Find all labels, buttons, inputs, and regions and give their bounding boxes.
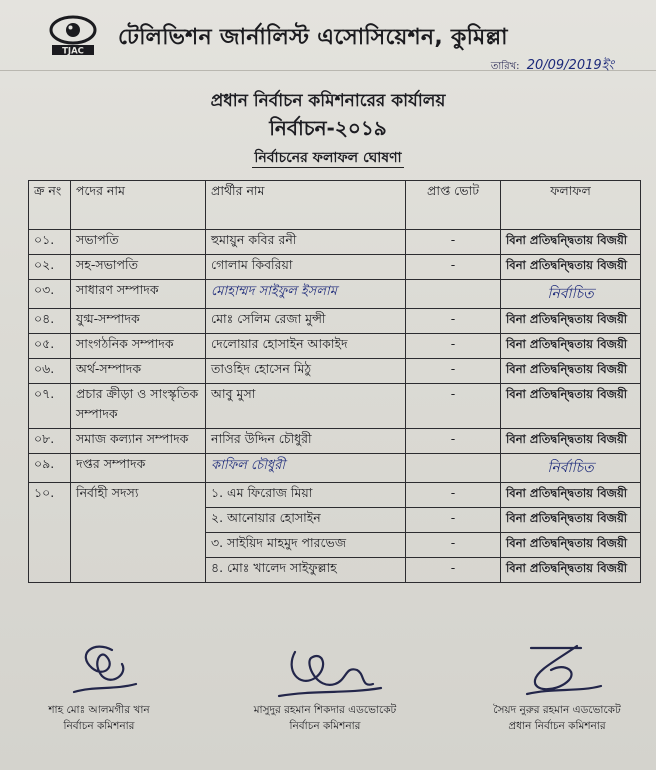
row-votes: - [406, 255, 501, 280]
results-table [28, 180, 641, 583]
signatory-name: শাহ মোঃ আলমগীর খান [48, 704, 150, 716]
table-row [29, 255, 641, 280]
member-result: বিনা প্রতিদ্বন্দ্বিতায় বিজয়ী [501, 483, 641, 508]
row-candidate: তাওহিদ হোসেন মিঠু [206, 359, 406, 384]
organization-name: টেলিভিশন জার্নালিস্ট এসোসিয়েশন, কুমিল্লা [118, 25, 508, 50]
signatory-title: নির্বাচন কমিশনার [289, 720, 361, 733]
row-result-handwritten: নির্বাচিত [501, 454, 641, 483]
row-post: সমাজ কল্যান সম্পাদক [71, 429, 206, 454]
table-row [29, 454, 641, 483]
result-announcement-title [0, 146, 656, 170]
row-result-handwritten: নির্বাচিত [501, 280, 641, 309]
row-result: বিনা প্রতিদ্বন্দ্বিতায় বিজয়ী [501, 255, 641, 280]
header-serial: ক্র নং [29, 181, 71, 230]
signature-block-3 [464, 640, 650, 735]
row-votes: - [406, 384, 501, 429]
result-announcement-text: নির্বাচনের ফলাফল ঘোষণা [254, 150, 402, 166]
signatory-title: নির্বাচন কমিশনার [63, 720, 135, 733]
table-row [29, 230, 641, 255]
row-serial: ১০. [29, 483, 71, 583]
member-votes: - [406, 508, 501, 533]
member-candidate: ২. আনোয়ার হোসাইন [206, 508, 406, 533]
table-row [29, 309, 641, 334]
signatory-name: মাসুদুর রহমান শিকদার এডভোকেট [253, 704, 397, 716]
signatory-title: প্রধান নির্বাচন কমিশনার [508, 720, 606, 733]
row-candidate: দেলোয়ার হোসাইন আকাইদ [206, 334, 406, 359]
row-serial: ০৬. [29, 359, 71, 384]
header-candidate: প্রার্থীর নাম [206, 181, 406, 230]
row-result: বিনা প্রতিদ্বন্দ্বিতায় বিজয়ী [501, 230, 641, 255]
logo-text: TJAC [62, 46, 84, 56]
row-result: বিনা প্রতিদ্বন্দ্বিতায় বিজয়ী [501, 429, 641, 454]
table-row [29, 429, 641, 454]
row-result: বিনা প্রতিদ্বন্দ্বিতায় বিজয়ী [501, 359, 641, 384]
row-candidate: আবু মুসা [206, 384, 406, 429]
row-post: সাধারণ সম্পাদক [71, 280, 206, 309]
election-title: নির্বাচন-২০১৯ [269, 116, 387, 140]
row-post: সভাপতি [71, 230, 206, 255]
signatory-name: সৈয়দ নুরুর রহমান এডভোকেট [493, 704, 621, 716]
row-votes: - [406, 230, 501, 255]
row-votes [406, 280, 501, 309]
row-post: প্রচার ক্রীড়া ও সাংস্কৃতিক সম্পাদক [71, 384, 206, 429]
row-serial: ০১. [29, 230, 71, 255]
date-label: তারিখ: [490, 61, 520, 72]
member-candidate: ৩. সাইয়িদ মাহমুদ পারভেজ [206, 533, 406, 558]
row-votes: - [406, 359, 501, 384]
member-candidate: ১. এম ফিরোজ মিয়া [206, 483, 406, 508]
date-line [491, 56, 614, 77]
row-result: বিনা প্রতিদ্বন্দ্বিতায় বিজয়ী [501, 309, 641, 334]
row-serial: ০৮. [29, 429, 71, 454]
row-candidate: গোলাম কিবরিয়া [206, 255, 406, 280]
table-row [29, 359, 641, 384]
row-candidate-handwritten: মোহাম্মদ সাইফুল ইসলাম [206, 280, 406, 309]
row-post: সাংগঠনিক সম্পাদক [71, 334, 206, 359]
member-votes: - [406, 483, 501, 508]
member-votes: - [406, 558, 501, 583]
row-candidate-handwritten: কাফিল চৌধুরী [206, 454, 406, 483]
letterhead [0, 0, 656, 71]
tjac-logo [48, 14, 98, 56]
row-serial: ০২. [29, 255, 71, 280]
row-post: দপ্তর সম্পাদক [71, 454, 206, 483]
row-serial: ০৫. [29, 334, 71, 359]
header-votes: প্রাপ্ত ভোট [406, 181, 501, 230]
handwritten-signature-3 [507, 640, 607, 702]
table-row [29, 384, 641, 429]
row-votes: - [406, 334, 501, 359]
table-row [29, 280, 641, 309]
date-value: 20/09/2019ইং [526, 58, 614, 73]
member-candidate: ৪. মোঃ খালেদ সাইফুল্লাহ [206, 558, 406, 583]
member-result: বিনা প্রতিদ্বন্দ্বিতায় বিজয়ী [501, 533, 641, 558]
header-post: পদের নাম [71, 181, 206, 230]
member-votes: - [406, 533, 501, 558]
row-post: অর্থ-সম্পাদক [71, 359, 206, 384]
member-result: বিনা প্রতিদ্বন্দ্বিতায় বিজয়ী [501, 508, 641, 533]
row-serial: ০৯. [29, 454, 71, 483]
table-row [29, 334, 641, 359]
signature-block-1 [14, 640, 184, 735]
row-post: নির্বাহী সদস্য [71, 483, 206, 583]
row-serial: ০৩. [29, 280, 71, 309]
row-candidate: নাসির উদ্দিন চৌধুরী [206, 429, 406, 454]
handwritten-signature-2 [265, 640, 385, 702]
row-votes: - [406, 429, 501, 454]
header-result: ফলাফল [501, 181, 641, 230]
signature-block-2 [220, 640, 430, 735]
row-post: সহ-সভাপতি [71, 255, 206, 280]
row-votes: - [406, 309, 501, 334]
row-candidate: হুমায়ুন কবির রনী [206, 230, 406, 255]
row-serial: ০৪. [29, 309, 71, 334]
member-result: বিনা প্রতিদ্বন্দ্বিতায় বিজয়ী [501, 558, 641, 583]
table-row [29, 483, 641, 508]
row-serial: ০৭. [29, 384, 71, 429]
row-votes [406, 454, 501, 483]
row-candidate: মোঃ সেলিম রেজা মুন্সী [206, 309, 406, 334]
office-title: প্রধান নির্বাচন কমিশনারের কার্যালয় [210, 91, 446, 111]
row-result: বিনা প্রতিদ্বন্দ্বিতায় বিজয়ী [501, 384, 641, 429]
table-header-row [29, 181, 641, 230]
row-result: বিনা প্রতিদ্বন্দ্বিতায় বিজয়ী [501, 334, 641, 359]
row-post: যুগ্ম-সম্পাদক [71, 309, 206, 334]
handwritten-signature-1 [54, 640, 144, 702]
